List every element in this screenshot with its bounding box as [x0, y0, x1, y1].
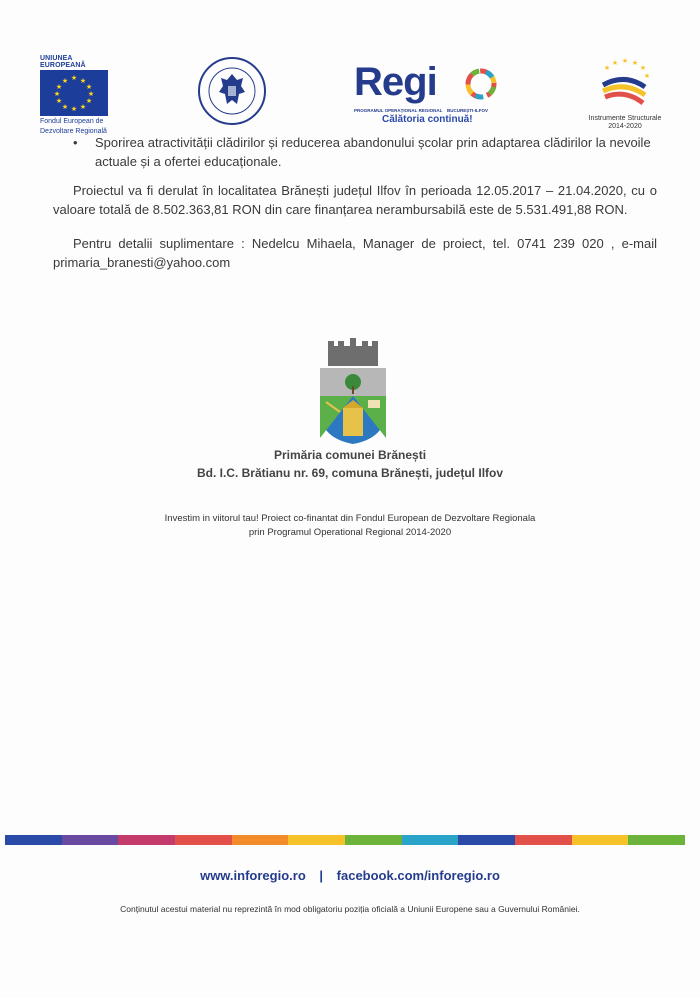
regio-o-icon	[465, 68, 497, 100]
svg-text:★: ★	[61, 103, 69, 111]
svg-text:★: ★	[631, 59, 639, 67]
instrumente-caption-1: Instrumente Structurale	[588, 115, 662, 122]
svg-text:★: ★	[85, 83, 93, 91]
cofinancing-statement	[0, 512, 700, 540]
regio-slogan: Călătoria continuă!	[382, 114, 473, 125]
link-separator: |	[319, 868, 324, 883]
stripe-segment	[458, 835, 515, 845]
eu-logo	[40, 55, 110, 136]
eu-caption-1: Fondul European de	[40, 118, 104, 125]
branesti-coat-of-arms-icon	[316, 338, 390, 444]
stripe-segment	[345, 835, 402, 845]
eu-flag-icon	[40, 70, 108, 116]
svg-text:★: ★	[621, 57, 629, 65]
svg-text:★: ★	[79, 77, 87, 85]
svg-text:★: ★	[611, 59, 619, 67]
stripe-segment	[5, 835, 62, 845]
institution-name: Primăria comunei Brănești	[273, 448, 427, 462]
eu-caption-2: Dezvoltare Regională	[40, 128, 107, 135]
regio-region-label: BUCUREȘTI-ILFOV	[447, 108, 488, 113]
bullet-dot-icon: •	[73, 135, 78, 150]
instrumente-caption-2: 2014-2020	[608, 123, 642, 130]
svg-text:★: ★	[55, 97, 63, 105]
svg-text:★: ★	[53, 90, 61, 98]
stripe-segment	[572, 835, 629, 845]
color-stripe	[5, 835, 685, 845]
regio-logo	[352, 62, 502, 132]
stripe-segment	[232, 835, 289, 845]
svg-text:★: ★	[603, 64, 611, 72]
instrumente-structurale-logo	[585, 55, 665, 135]
svg-text:★: ★	[61, 77, 69, 85]
facebook-link[interactable]: facebook.com/inforegio.ro	[336, 868, 500, 883]
bullet-text: Sporirea atractivității clădirilor și reducerea abandonului școlar prin adaptarea clădirilor la nevoile actuale și a ofertei educaționale.	[95, 135, 651, 169]
stripe-segment	[402, 835, 459, 845]
svg-text:★: ★	[55, 83, 63, 91]
stripe-segment	[175, 835, 232, 845]
eu-top-label: UNIUNEA EUROPEANĂ	[40, 55, 86, 69]
svg-text:★: ★	[87, 90, 95, 98]
svg-text:★: ★	[70, 105, 78, 113]
stripe-segment	[288, 835, 345, 845]
cofinancing-line-2: prin Programul Operational Regional 2014-2020	[248, 527, 452, 538]
stripe-segment	[515, 835, 572, 845]
svg-text:★: ★	[639, 64, 647, 72]
stripe-segment	[118, 835, 175, 845]
regio-program-label: PROGRAMUL OPERAȚIONAL REGIONAL	[354, 108, 443, 113]
institution-address: Bd. I.C. Brătianu nr. 69, comuna Brănești, județul Ilfov	[196, 466, 504, 480]
stripe-segment	[62, 835, 119, 845]
regio-word: Regi	[354, 60, 437, 104]
svg-text:★: ★	[79, 103, 87, 111]
disclaimer: Conținutul acestui material nu reprezintă în mod obligatoriu poziția oficială a Uniunii Europene sau a Guvernului României.	[120, 904, 580, 914]
project-period-paragraph: Proiectul va fi derulat în localitatea Brănești județul Ilfov în perioada 12.05.2017 – 21.04.2020, cu o valoare totală de 8.502.363,81 RON din care finanțarea nerambursabilă este de 5.531.491,88 RON.	[53, 183, 657, 217]
cofinancing-line-1: Investim in viitorul tau! Proiect co-finantat din Fondul European de Dezvoltare Regionala	[164, 513, 536, 524]
bullet-item	[73, 133, 663, 171]
inforegio-link[interactable]: www.inforegio.ro	[200, 868, 306, 883]
svg-text:★: ★	[70, 74, 78, 82]
svg-text:★: ★	[643, 72, 651, 80]
footer-links	[0, 868, 700, 883]
svg-text:★: ★	[85, 97, 93, 105]
stripe-segment	[628, 835, 685, 845]
contact-paragraph: Pentru detalii suplimentare : Nedelcu Mihaela, Manager de proiect, tel. 0741 239 020 , e-mail primaria_branesti@yahoo.com	[53, 236, 657, 270]
government-seal-icon	[197, 56, 267, 126]
instrumente-structurale-icon	[585, 55, 665, 115]
